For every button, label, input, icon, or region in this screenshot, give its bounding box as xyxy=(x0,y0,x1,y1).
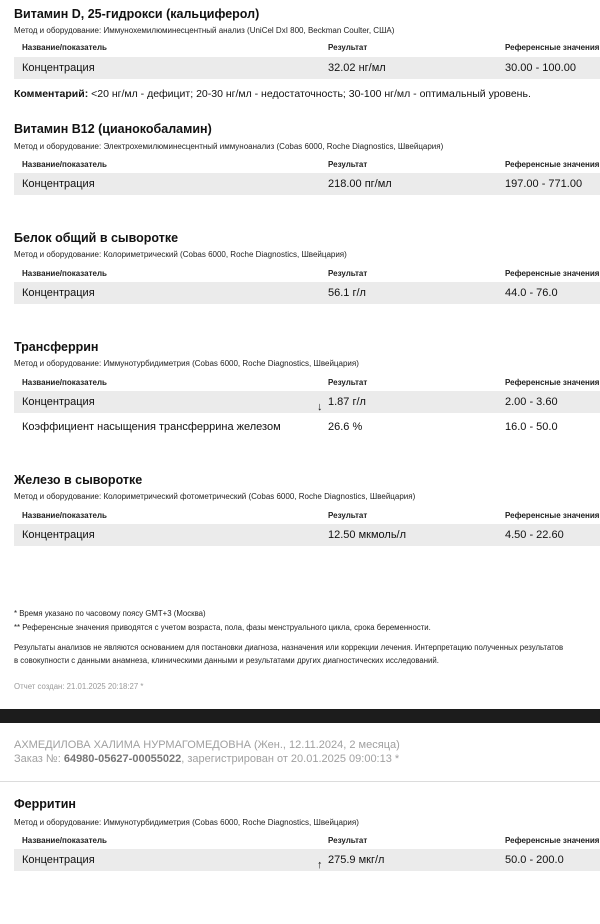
method-total-protein: Метод и оборудование: Колориметрический (Cobas 6000, Roche Diagnostics, Швейцария) xyxy=(14,250,347,259)
row-ref: 4.50 - 22.60 xyxy=(505,529,564,541)
header-result: Результат xyxy=(328,160,368,169)
patient-info: АХМЕДИЛОВА ХАЛИМА НУРМАГОМЕДОВНА (Жен., 12.11.2024, 2 месяца) xyxy=(14,739,400,751)
row-name: Концентрация xyxy=(22,62,95,74)
section-title-vitamin-b12: Витамин B12 (цианокобаламин) xyxy=(14,122,212,136)
table-header xyxy=(14,376,600,390)
table-row xyxy=(14,57,600,79)
row-result: 218.00 пг/мл xyxy=(328,178,392,190)
arrow-up-icon: ↑ xyxy=(317,859,323,871)
row-name: Концентрация xyxy=(22,396,95,408)
comment-text: <20 нг/мл - дефицит; 20-30 нг/мл - недостаточность; 30-100 нг/мл - оптимальный уровень. xyxy=(88,88,531,100)
row-ref: 2.00 - 3.60 xyxy=(505,396,558,408)
footnote-timezone: * Время указано по часовому поясу GMT+3 (Москва) xyxy=(14,609,206,618)
header-result: Результат xyxy=(328,269,368,278)
row-result: 32.02 нг/мл xyxy=(328,62,386,74)
header-result: Результат xyxy=(328,43,368,52)
row-result: 1.87 г/л xyxy=(328,396,366,408)
section-title-iron: Железо в сыворотке xyxy=(14,473,143,487)
row-result: 26.6 % xyxy=(328,421,363,433)
row-name: Концентрация xyxy=(22,287,95,299)
section-title-vitamin-d: Витамин D, 25-гидрокси (кальциферол) xyxy=(14,7,260,21)
table-row xyxy=(14,391,600,413)
row-result-cell xyxy=(317,854,385,871)
table-row xyxy=(14,849,600,871)
section-title-transferrin: Трансферрин xyxy=(14,340,99,354)
disclaimer-line-2: в совокупности с данными анамнеза, клиническими данными и результатами других диагностических исследований. xyxy=(14,656,439,665)
header-name: Название/показатель xyxy=(22,836,107,845)
method-transferrin: Метод и оборудование: Иммунотурбидиметрия (Cobas 6000, Roche Diagnostics, Швейцария) xyxy=(14,359,359,368)
header-result: Результат xyxy=(328,511,368,520)
order-suffix: , зарегистрирован от 20.01.2025 09:00:13 * xyxy=(181,753,400,765)
row-result: 275.9 мкг/л xyxy=(328,854,385,866)
header-ref: Референсные значения xyxy=(505,269,600,278)
row-ref: 50.0 - 200.0 xyxy=(505,854,564,866)
header-name: Название/показатель xyxy=(22,43,107,52)
table-row xyxy=(14,282,600,304)
header-ref: Референсные значения xyxy=(505,160,600,169)
footnote-reference: ** Референсные значения приводятся с учетом возраста, пола, фазы менструального цикла, срока беременности. xyxy=(14,623,431,632)
table-header xyxy=(14,158,600,172)
header-name: Название/показатель xyxy=(22,511,107,520)
row-result-cell xyxy=(317,396,366,413)
table-header xyxy=(14,41,600,55)
row-ref: 30.00 - 100.00 xyxy=(505,62,576,74)
header-result: Результат xyxy=(328,378,368,387)
comment xyxy=(14,88,531,100)
row-name: Концентрация xyxy=(22,178,95,190)
order-number: 64980-05627-00055022 xyxy=(63,753,182,765)
header-name: Название/показатель xyxy=(22,378,107,387)
table-row xyxy=(14,416,600,438)
order-info xyxy=(14,753,399,765)
table-row xyxy=(14,524,600,546)
row-ref: 44.0 - 76.0 xyxy=(505,287,558,299)
table-header xyxy=(14,267,600,281)
row-ref: 197.00 - 771.00 xyxy=(505,178,583,190)
method-vitamin-d: Метод и оборудование: Иммунохемилюминесцентный анализ (UniCel DxI 800, Beckman Coulter, США) xyxy=(14,26,395,35)
row-name: Концентрация xyxy=(22,529,95,541)
row-name: Коэффициент насыщения трансферрина железом xyxy=(22,421,281,433)
header-result: Результат xyxy=(328,836,368,845)
arrow-down-icon: ↓ xyxy=(317,401,323,413)
table-header xyxy=(14,834,600,848)
method-ferritin: Метод и оборудование: Иммунотурбидиметрия (Cobas 6000, Roche Diagnostics, Швейцария) xyxy=(14,818,359,827)
section-title-ferritin: Ферритин xyxy=(14,797,76,811)
section-title-total-protein: Белок общий в сыворотке xyxy=(14,231,179,245)
disclaimer-line-1: Результаты анализов не являются основанием для постановки диагноза, назначения или коррекции лечения. Интерпретацию полученных результатов xyxy=(14,643,564,652)
method-iron: Метод и оборудование: Колориметрический фотометрический (Cobas 6000, Roche Diagnostics, Швейцария) xyxy=(14,492,416,501)
table-row xyxy=(14,173,600,195)
header-ref: Референсные значения xyxy=(505,378,600,387)
report-created: Отчет создан: 21.01.2025 20:18:27 * xyxy=(14,682,144,691)
row-result: 12.50 мкмоль/л xyxy=(328,529,407,541)
page-separator xyxy=(0,709,600,723)
header-ref: Референсные значения xyxy=(505,511,600,520)
header-ref: Референсные значения xyxy=(505,836,600,845)
method-vitamin-b12: Метод и оборудование: Электрохемилюминесцентный иммуноанализ (Cobas 6000, Roche Diagnostics, Швейцария) xyxy=(14,142,444,151)
header-name: Название/показатель xyxy=(22,160,107,169)
order-prefix: Заказ №: xyxy=(14,753,64,765)
header-ref: Референсные значения xyxy=(505,43,600,52)
table-header xyxy=(14,509,600,523)
row-name: Концентрация xyxy=(22,854,95,866)
header-name: Название/показатель xyxy=(22,269,107,278)
comment-label: Комментарий: xyxy=(14,88,89,100)
row-ref: 16.0 - 50.0 xyxy=(505,421,558,433)
row-result: 56.1 г/л xyxy=(328,287,366,299)
divider xyxy=(0,781,600,782)
